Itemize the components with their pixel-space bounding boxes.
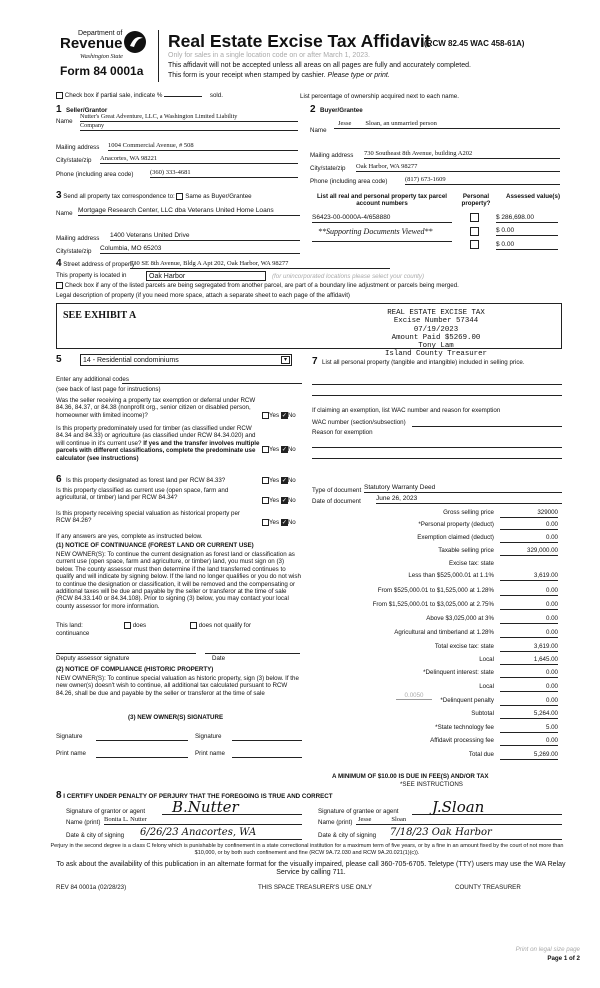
this-land-label: This land: <box>56 622 83 629</box>
fee-value[interactable]: 0.00 <box>500 737 558 746</box>
corr-name-field[interactable]: Mortgage Research Center, LLC dba Veterans United Home Loans <box>78 207 300 216</box>
parcel-number-2: **Supporting Documents Viewed** <box>318 227 433 236</box>
seller-name-field[interactable]: Nutter's Great Adventure, LLC, a Washington Limited Liability <box>80 113 298 122</box>
seller-city-label: City/state/zip <box>56 157 92 164</box>
gray-note: Only for sales in a single location code on or after March 1, 2023. <box>168 52 370 59</box>
section-6-number: 6 <box>56 474 62 485</box>
seller-mail-field[interactable]: 1004 Commercial Avenue, # 508 <box>108 142 298 151</box>
buyer-name-field[interactable]: Jesse Sloan, an unmarried person <box>334 120 560 129</box>
city-select[interactable]: Oak Harbor <box>146 271 266 281</box>
fee-label: Total excise tax: state <box>434 643 494 650</box>
grantor-name-field[interactable]: Bonita L. Nutter <box>104 816 302 825</box>
grantor-sig-label: Signature of grantor or agent <box>66 808 146 815</box>
fee-row <box>312 683 564 692</box>
additional-codes-label: Enter any additional codes <box>56 376 129 383</box>
fee-label: Local <box>479 656 494 663</box>
fee-label: *Delinquent penalty <box>440 697 494 704</box>
fee-value[interactable]: 3,619.00 <box>500 572 558 581</box>
stamp-amount: Amount Paid $5269.00 <box>391 333 481 342</box>
stamp-line1: REAL ESTATE EXCISE TAX <box>387 309 485 317</box>
current-use-yes-checkbox[interactable] <box>262 497 269 504</box>
fee-label: From $1,525,000.01 to $3,025,000 at 2.75% <box>372 601 494 608</box>
does-not-option: does not qualify for <box>190 622 251 630</box>
buyer-city-field[interactable]: Oak Harbor, WA 98277 <box>356 163 560 172</box>
partial-sale-checkbox[interactable] <box>56 92 63 99</box>
forest-no-checkbox[interactable]: ✓ <box>281 478 287 484</box>
historic-question: Is this property receiving special valuation as historical property per RCW 84.26? <box>56 510 240 525</box>
stamp-name: Tony Lam <box>418 342 454 351</box>
minimum-note: A MINIMUM OF $10.00 IS DUE IN FEE(S) AND/OR TAX <box>332 773 489 780</box>
seller-mail-label: Mailing address <box>56 144 100 151</box>
timber-question: Is this property predominately used for timber (as classified under RCW 84.34 and 84.33) or agriculture (as classified under RCW 84.34.020) and will continue in it's current use? If yes and the transfer involves multiple parcels with different classifications, complete the predominate use calculator (see instructions) <box>56 425 260 462</box>
form-rcw: (RCW 82.45 WAC 458-61A) <box>424 39 525 48</box>
print-label-1: Print name <box>56 750 86 757</box>
timber-yes-no: Yes ✓No <box>262 446 296 454</box>
fee-label: Gross selling price <box>443 509 494 516</box>
exemption-no-checkbox[interactable]: ✓ <box>281 413 287 419</box>
corr-city-field[interactable]: Columbia, MO 65203 <box>100 245 300 254</box>
fee-value[interactable]: 5,269.00 <box>500 751 558 760</box>
does-option: does <box>124 622 146 630</box>
fee-row <box>312 669 564 678</box>
treasurer-use-label: THIS SPACE TREASURER'S USE ONLY <box>258 884 372 891</box>
stamp-date: 07/19/2023 <box>413 325 459 334</box>
fee-row <box>312 656 564 665</box>
fee-row <box>312 601 564 610</box>
alternate-format-note: To ask about the availability of this publication in an alternate format for the visually impaired, please call 360-705-6705. Teletype (TTY) users may use the WA Relay Service by calling 711. <box>56 861 566 877</box>
land-use-select[interactable]: 14 - Residential condominiums ▾ <box>80 354 292 366</box>
fee-value[interactable]: 0.00 <box>500 615 558 624</box>
fee-label: Taxable selling price <box>438 547 494 554</box>
fee-value[interactable]: 1,645.00 <box>500 656 558 665</box>
grantee-name-field[interactable]: Jesse Sloan <box>356 816 562 825</box>
sig-label-2: Signature <box>195 733 222 740</box>
revision-label: REV 84 0001a (02/28/23) <box>56 884 127 891</box>
buyer-city-label: City/state/zip <box>310 165 346 172</box>
fee-label: Total due <box>468 751 494 758</box>
same-as-buyer-checkbox[interactable] <box>176 193 183 200</box>
exemption-yes-checkbox[interactable] <box>262 412 269 419</box>
fee-label: Exemption claimed (deduct) <box>417 534 494 541</box>
fee-value[interactable]: 0.00 <box>500 521 558 530</box>
current-use-no-checkbox[interactable]: ✓ <box>281 498 287 504</box>
does-checkbox[interactable] <box>124 622 131 629</box>
buyer-phone-field[interactable]: (817) 673-1609 <box>405 176 560 185</box>
timber-no-checkbox[interactable]: ✓ <box>281 447 287 453</box>
stamp-county: Island County Treasurer <box>384 350 487 359</box>
fee-value[interactable]: 0.00 <box>500 629 558 638</box>
page-number: Page 1 of 2 <box>547 955 580 962</box>
doc-date-field[interactable]: June 26, 2023 <box>376 495 562 504</box>
legal-desc-label: Legal description of property (if you need more space, attach a separate sheet to each page of the affidavit) <box>56 292 350 299</box>
seller-city-field[interactable]: Anacortes, WA 98221 <box>100 155 298 164</box>
fee-value[interactable]: 0.00 <box>500 601 558 610</box>
parcels-col1: List all real and personal property tax parcel account numbers <box>317 193 447 208</box>
grantor-signature[interactable]: B.Nutter <box>172 798 239 816</box>
fee-label: *State technology fee <box>435 724 494 731</box>
fee-value[interactable]: 3,619.00 <box>500 643 558 652</box>
corr-mail-label: Mailing address <box>56 235 100 242</box>
section-1-number: 1 <box>56 104 62 115</box>
parcels-col3: Assessed value(s) <box>506 193 560 200</box>
fee-label: Less than $525,000.01 at 1.1% <box>408 572 494 579</box>
doc-type-label: Type of document <box>312 487 362 494</box>
fee-row <box>312 521 564 530</box>
fee-row <box>312 509 564 518</box>
form-title: Real Estate Excise Tax Affidavit <box>168 31 431 51</box>
fee-row <box>312 724 564 733</box>
legal-size-note: Print on legal size page <box>515 946 580 953</box>
fee-value[interactable]: 5.00 <box>500 724 558 733</box>
corr-city-label: City/state/zip <box>56 248 92 255</box>
located-label: This property is located in <box>56 272 127 279</box>
dept-line2: Revenue <box>60 35 123 52</box>
section-5-number: 5 <box>56 354 62 365</box>
fee-row <box>312 710 564 719</box>
fee-label: Excise tax: state <box>448 560 494 567</box>
fee-row <box>312 697 564 706</box>
fee-value[interactable]: 5,264.00 <box>500 710 558 719</box>
fee-label: *Personal property (deduct) <box>418 521 494 528</box>
parcel-number-1[interactable]: S6423-00-0000A-4/658880 <box>312 214 452 223</box>
county-treasurer-label: COUNTY TREASURER <box>455 884 521 891</box>
if-yes-note: If any answers are yes, complete as instructed below. <box>56 533 203 540</box>
notice-compliance-heading: (2) NOTICE OF COMPLIANCE (HISTORIC PROPERTY) <box>56 666 214 673</box>
note-complete: This affidavit will not be accepted unless all areas on all pages are fully and accurately completed. <box>168 62 471 69</box>
legal-description-text: SEE EXHIBIT A <box>63 310 137 321</box>
segregated-row: Check box if any of the listed parcels are being segregated from another parcel, are part of a boundary line adjustment or parcels being merged. <box>56 282 459 290</box>
forest-yes-no: Yes ✓No <box>262 477 296 485</box>
fee-row <box>312 643 564 652</box>
grantee-date-label: Date & city of signing <box>318 832 377 839</box>
seller-phone-field[interactable]: (360) 333-4681 <box>150 169 298 178</box>
seller-heading: Seller/Grantor <box>66 107 108 114</box>
fee-row <box>312 534 564 543</box>
print-label-2: Print name <box>195 750 225 757</box>
current-use-question: Is this property classified as current use (open space, farm and agricultural, or timber) land per RCW 84.34? <box>56 487 229 502</box>
assessed-value-2[interactable]: $ 0.00 <box>496 227 558 236</box>
seller-name-label: Name <box>56 118 73 125</box>
grantor-date-label: Date & city of signing <box>66 832 125 839</box>
timber-yes-checkbox[interactable] <box>262 446 269 453</box>
fee-value[interactable]: 0.00 <box>500 683 558 692</box>
grantor-name-label: Name (print) <box>66 819 101 826</box>
fee-label: *Delinquent interest: state <box>423 669 494 676</box>
county-hint: (for unincorporated locations please select your county) <box>272 273 425 280</box>
fee-row <box>312 587 564 596</box>
fee-value[interactable]: 0.00 <box>500 669 558 678</box>
buyer-phone-label: Phone (including area code) <box>310 178 388 185</box>
fee-label: Local <box>479 683 494 690</box>
fee-row <box>312 629 564 638</box>
notice-continuance-body: NEW OWNER(S): To continue the current designation as forest land or classification as current use (open space, farm and agriculture, or timber) land, you must sign on (3) below. The county assessor must then determine if the land transferred continues to qualify and will indicate by signing below. If the land no longer qualifies or you do not wish to continue the designation or classification, it will be removed and the compensating or additional taxes will be due and payable by the seller or transferor at the time of sale (RCW 84.33.140 or 84.34.108). Prior to signing (3) below, you may contact your local county assessor for more information. <box>56 551 301 610</box>
grantor-date-field[interactable]: 6/26/23 Anacortes, WA <box>140 826 302 840</box>
wac-label: WAC number (section/subsection) <box>312 419 406 426</box>
grantee-name-label: Name (print) <box>318 819 353 826</box>
current-use-yes-no: Yes ✓No <box>262 497 296 505</box>
certify-heading: 8 I CERTIFY UNDER PENALTY OF PERJURY THAT THE FOREGOING IS TRUE AND CORRECT <box>56 790 333 801</box>
fee-row <box>312 737 564 746</box>
corr-name-label: Name <box>56 210 73 217</box>
note-receipt: This form is your receipt when stamped by cashier. Please type or print. <box>168 72 390 79</box>
section-2-number: 2 <box>310 104 316 115</box>
assessed-value-1[interactable]: $ 286,698.00 <box>496 214 558 223</box>
exemption-question: Was the seller receiving a property tax exemption or deferral under RCW 84.36, 84.37, or 84.38 (nonprofit org., senior citizen or disabled person, homeowner with limited income)? <box>56 397 256 419</box>
fee-row <box>312 572 564 581</box>
reason-label: Reason for exemption <box>312 429 373 436</box>
grantee-signature[interactable]: J.Sloan <box>432 798 485 816</box>
personal-property-checkbox-1[interactable] <box>470 213 479 222</box>
doc-type-field[interactable]: Statutory Warranty Deed <box>364 484 562 493</box>
see-back-label: (see back of last page for instructions) <box>56 386 161 393</box>
historic-no-checkbox[interactable]: ✓ <box>281 520 287 526</box>
exemption-yes-no: Yes ✓No <box>262 412 296 420</box>
fee-value[interactable]: 0.00 <box>500 534 558 543</box>
fee-label: Subtotal <box>471 710 494 717</box>
fee-value[interactable]: 0.00 <box>500 587 558 596</box>
fee-label: Affidavit processing fee <box>430 737 494 744</box>
fee-label: Above $3,025,000 at 3% <box>426 615 494 622</box>
deputy-assessor-label: Deputy assessor signature <box>56 655 130 662</box>
new-owner-sig-heading: (3) NEW OWNER(S) SIGNATURE <box>128 714 224 721</box>
list-percentage-note: List percentage of ownership acquired next to each name. <box>300 93 459 100</box>
chevron-down-icon[interactable]: ▾ <box>281 356 290 364</box>
historic-yes-no: Yes ✓No <box>262 519 296 527</box>
seller-phone-label: Phone (including area code) <box>56 171 134 178</box>
historic-yes-checkbox[interactable] <box>262 519 269 526</box>
fee-label: Agricultural and timberland at 1.28% <box>394 629 494 636</box>
form-number: Form 84 0001a <box>60 64 144 78</box>
continuance-label: continuance <box>56 630 90 637</box>
notice-compliance-body: NEW OWNER(S): To continue special valuation as historic property, sign (3) below. If the new owner(s) doesn't wish to continue, all additional tax calculated pursuant to RCW 84.26, shall be due and payable by the seller or transferor at the time of sale <box>56 675 299 697</box>
does-not-checkbox[interactable] <box>190 622 197 629</box>
dept-line1: Department of <box>78 30 123 37</box>
personal-property-checkbox-2[interactable] <box>470 227 479 236</box>
correspondence-row: 3 Send all property tax correspondence to: Same as Buyer/Grantee <box>56 190 252 201</box>
fee-value[interactable]: 329000 <box>500 509 558 518</box>
stamp-excise-number: Excise Number 57344 <box>393 317 479 326</box>
local-rate: 0.0050 <box>396 692 432 700</box>
buyer-mail-label: Mailing address <box>310 152 354 159</box>
fee-row <box>312 751 564 760</box>
see-instructions: *SEE INSTRUCTIONS <box>400 781 463 788</box>
personal-property-checkbox-3[interactable] <box>470 240 479 249</box>
dor-logo <box>58 30 153 86</box>
buyer-heading: Buyer/Grantee <box>320 107 363 114</box>
partial-sale-row: Check box if partial sale, indicate % sold. <box>56 92 223 100</box>
buyer-name-label: Name <box>310 127 327 134</box>
exemption-claim-label: If claiming an exemption, list WAC number and reason for exemption <box>312 407 501 414</box>
treasurer-stamp <box>360 309 512 359</box>
fee-row <box>312 615 564 624</box>
doc-date-label: Date of document <box>312 498 361 505</box>
fee-value[interactable]: 0.00 <box>500 697 558 706</box>
property-address-field[interactable]: 730 SE 8th Avenue, Bldg A Apt 202, Oak Harbor, WA 98277 <box>130 260 390 269</box>
parcels-col2: Personal property? <box>461 193 491 208</box>
corr-mail-field[interactable]: 1400 Veterans United Drive <box>110 232 300 241</box>
sig-label-1: Signature <box>56 733 83 740</box>
deputy-date-label: Date <box>212 655 226 662</box>
fee-row <box>312 560 564 569</box>
parcel-number-3[interactable] <box>312 241 452 242</box>
fee-row <box>312 547 564 556</box>
grantee-sig-label: Signature of grantee or agent <box>318 808 399 815</box>
personal-property-list-label: List all personal property (tangible and intangible) included in selling price. <box>322 359 525 366</box>
assessed-value-3[interactable]: $ 0.00 <box>496 241 558 250</box>
dor-logo-icon <box>122 30 148 54</box>
forest-yes-checkbox[interactable] <box>262 477 269 484</box>
perjury-notice: Perjury in the second degree is a class C felony which is punishable by confinement in a state correctional institution for a maximum term of five years, or by a fine in an amount fixed by the court of not more than $10,000, or by both such confinement and fine (RCW 9A.72.030 and RCW 9A.20.021(1)(c)). <box>50 843 564 856</box>
forest-question: Is this property designated as forest land per RCW 84.33? <box>66 477 226 484</box>
section-7-number: 7 <box>312 356 318 367</box>
segregated-checkbox[interactable] <box>56 282 63 289</box>
notice-continuance-heading: (1) NOTICE OF CONTINUANCE (FOREST LAND OR CURRENT USE) <box>56 542 254 549</box>
dept-line3: Washington State <box>80 53 123 60</box>
property-address-row: 4 Street address of property <box>56 258 135 269</box>
grantee-date-field[interactable]: 7/18/23 Oak Harbor <box>390 826 562 840</box>
fee-value[interactable]: 329,000.00 <box>500 547 558 556</box>
fee-label: From $525,000.01 to $1,525,000 at 1.28% <box>377 587 494 594</box>
buyer-mail-field[interactable]: 730 Southeast 8th Avenue, building A202 <box>364 150 560 159</box>
seller-name-line2[interactable]: Company <box>80 122 298 131</box>
